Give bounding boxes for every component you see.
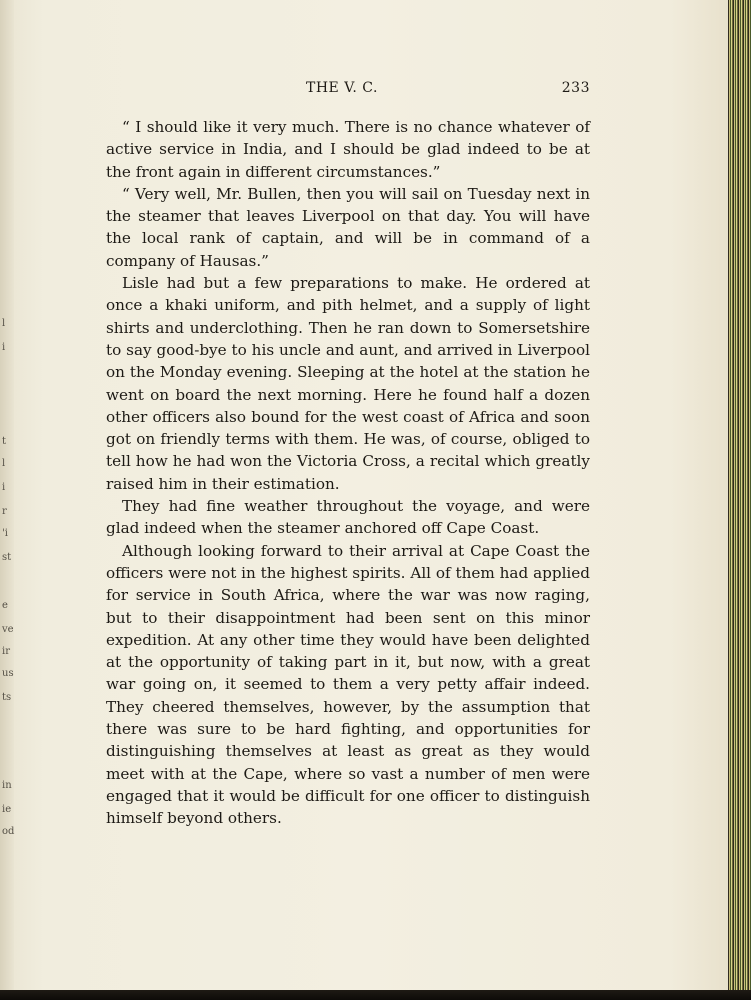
gutter-mark: ir: [2, 646, 10, 657]
paragraph: Lisle had but a few preparations to make. He ordered at once a khaki uniform, and pith helmet, and a supply of light shirts and underclothing. Then he ran down to Somersetshire to say good-bye to his uncle and aunt, and arrived in Liverpool on the Monday evening. Sleeping at the hotel at the station he went on board the next morning. Here he found half a dozen other officers also bound for the west coast of Africa and soon got on friendly terms with them. He was, of course, obliged to tell how he had won the Victoria Cross, a recital which greatly raised him in their estimation.: [106, 274, 590, 493]
gutter-mark: i: [2, 482, 6, 493]
paragraph: Although looking forward to their arrival at Cape Coast the officers were not in the highest spirits. All of them had applied for service in South Africa, where the war was now raging, but to their disappointment had been sent on this minor expedition. At any other time they would have been delighted at the opportunity of taking part in it, but now, with a great war going on, it seemed to them a very petty affair indeed. They cheered themselves, however, by the assumption that there was sure to be hard fighting, and opportunities for distinguishing themselves at least as great as they would meet with at the Cape, where so vast a number of men were engaged that it would be difficult for one officer to distinguish himself beyond others.: [106, 541, 590, 828]
page-number: 233: [561, 80, 590, 96]
paragraph: “ Very well, Mr. Bullen, then you will sail on Tuesday next in the steamer that leaves Liverpool on that day. You will have the local rank of captain, and will be in command of a company of Hausas.”: [106, 184, 590, 270]
gutter-mark: t: [2, 436, 7, 447]
gutter-mark: l: [2, 458, 6, 469]
gutter-mark: 'i: [2, 528, 8, 539]
gutter-bleed-through: [0, 0, 18, 992]
gutter-mark: in: [2, 780, 12, 791]
gutter-mark: ie: [2, 804, 12, 815]
gutter-mark: r: [2, 506, 7, 517]
gutter-mark: l: [2, 318, 6, 329]
gutter-mark: i: [2, 342, 6, 353]
book-page-edges: [728, 0, 751, 1000]
gutter-mark: e: [2, 600, 8, 611]
gutter-mark: ve: [2, 624, 14, 635]
paragraph: They had fine weather throughout the voyage, and were glad indeed when the steamer anchored off Cape Coast.: [106, 497, 590, 538]
paragraph: “ I should like it very much. There is no chance whatever of active service in India, and I should be glad indeed to be at the front again in different circumstances.”: [106, 118, 590, 181]
running-header: [106, 80, 590, 102]
bottom-shadow: [0, 990, 751, 1000]
gutter-mark: us: [2, 668, 14, 679]
gutter-mark: od: [2, 826, 15, 837]
running-title: THE V. C.: [306, 80, 378, 96]
gutter-mark: st: [2, 552, 12, 563]
body-text: [106, 116, 590, 830]
gutter-mark: ts: [2, 692, 12, 703]
